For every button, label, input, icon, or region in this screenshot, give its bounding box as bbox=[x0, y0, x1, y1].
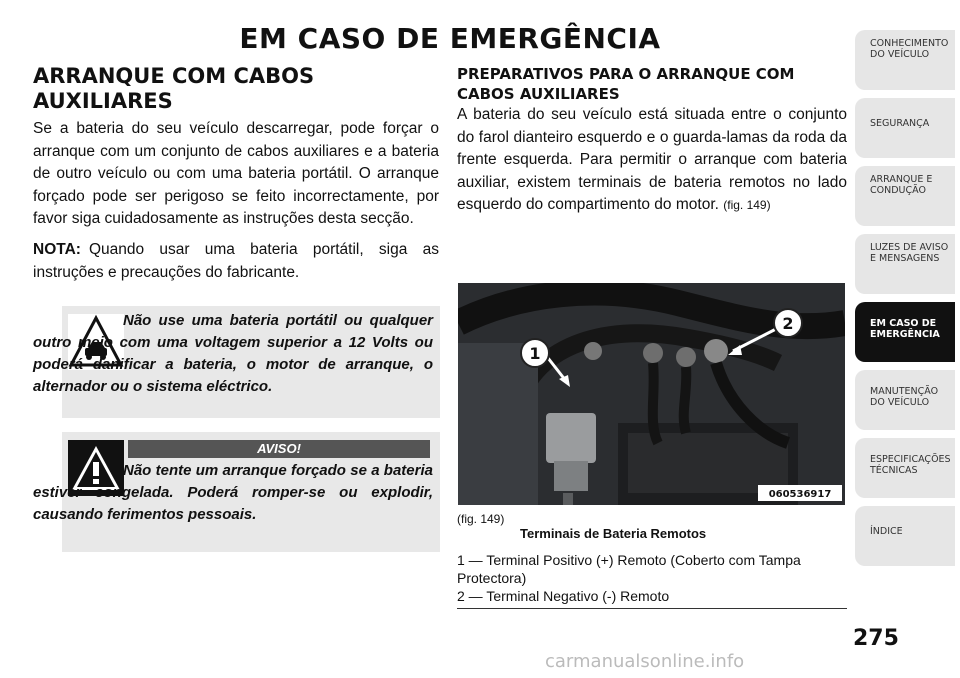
caution-box bbox=[33, 306, 440, 418]
preparation-paragraph bbox=[457, 104, 847, 217]
note-label: NOTA: bbox=[33, 240, 81, 258]
figure-code: 060536917 bbox=[768, 489, 832, 500]
tab-indice[interactable]: ÍNDICE bbox=[855, 506, 955, 566]
tab-manutencao[interactable]: MANUTENÇÃO DO VEÍCULO bbox=[855, 370, 955, 430]
callout-1: 1 bbox=[529, 344, 541, 363]
tab-especificacoes[interactable]: ESPECIFICAÇÕES TÉCNICAS bbox=[855, 438, 955, 498]
legend-item: 1 — Terminal Positivo (+) Remoto (Coberto com Tampa Protectora) bbox=[457, 552, 801, 586]
warning-header: AVISO! bbox=[128, 440, 430, 458]
watermark: carmanualsonline.info bbox=[545, 651, 745, 672]
warning-text: Não tente um arranque forçado se a bateria estiver congelada. Poderá romper-se ou explodir, causando ferimentos pessoais. bbox=[33, 462, 433, 523]
warning-box bbox=[33, 432, 440, 552]
tab-seguranca[interactable]: SEGURANÇA bbox=[855, 98, 955, 158]
tab-luzes[interactable]: LUZES DE AVISO E MENSAGENS bbox=[855, 234, 955, 294]
jump-start-paragraph: Se a bateria do seu veículo descarregar, pode forçar o arranque com um conjunto de cabos auxiliares e a bateria de outro veículo ou com uma bateria portátil. O arranque forçado pode ser perigoso se feito incorrectamente, por favor siga cuidadosamente as instruções desta secção. bbox=[33, 120, 439, 228]
engine-bay-illustration bbox=[458, 283, 845, 505]
note-paragraph bbox=[33, 239, 439, 284]
callout-2: 2 bbox=[782, 314, 794, 333]
figure-remote-battery-terminals bbox=[458, 283, 845, 505]
tab-conhecimento[interactable]: CONHECIMENTO DO VEÍCULO bbox=[855, 30, 955, 90]
page-title: EM CASO DE EMERGÊNCIA bbox=[239, 22, 661, 55]
note-text: Quando usar uma bateria portátil, siga as instruções e precauções do fabricante. bbox=[33, 240, 439, 281]
section-heading-jump-start: ARRANQUE COM CABOS AUXILIARES bbox=[33, 64, 315, 113]
preparation-text: A bateria do seu veículo está situada entre o conjunto do farol dianteiro esquerdo e o guarda-lamas da roda da frente esquerda. Para permitir o arranque com bateria auxiliar, existem terminais de bateria remotos no lado esquerdo do compartimento do motor. bbox=[457, 106, 847, 214]
figure-legend bbox=[457, 551, 847, 605]
fig-ref-inline: (fig. 149) bbox=[723, 198, 771, 213]
figure-title: Terminais de Bateria Remotos bbox=[520, 526, 707, 541]
tab-arranque[interactable]: ARRANQUE E CONDUÇÃO bbox=[855, 166, 955, 226]
tab-emergencia[interactable]: EM CASO DE EMERGÊNCIA bbox=[855, 302, 955, 362]
page-number: 275 bbox=[853, 626, 899, 651]
section-heading-preparation: PREPARATIVOS PARA O ARRANQUE COM CABOS AUXILIARES bbox=[457, 65, 795, 103]
right-column bbox=[457, 64, 847, 217]
left-column bbox=[33, 64, 439, 284]
legend-divider bbox=[457, 608, 847, 609]
caution-text: Não use uma bateria portátil ou qualquer outro meio com uma voltagem superior a 12 Volts ou poderá danificar a bateria, o motor de arranque, o alternador ou o sistema eléctrico. bbox=[33, 312, 433, 395]
legend-item: 2 — Terminal Negativo (-) Remoto bbox=[457, 588, 670, 604]
figure-ref: (fig. 149) bbox=[457, 512, 505, 526]
